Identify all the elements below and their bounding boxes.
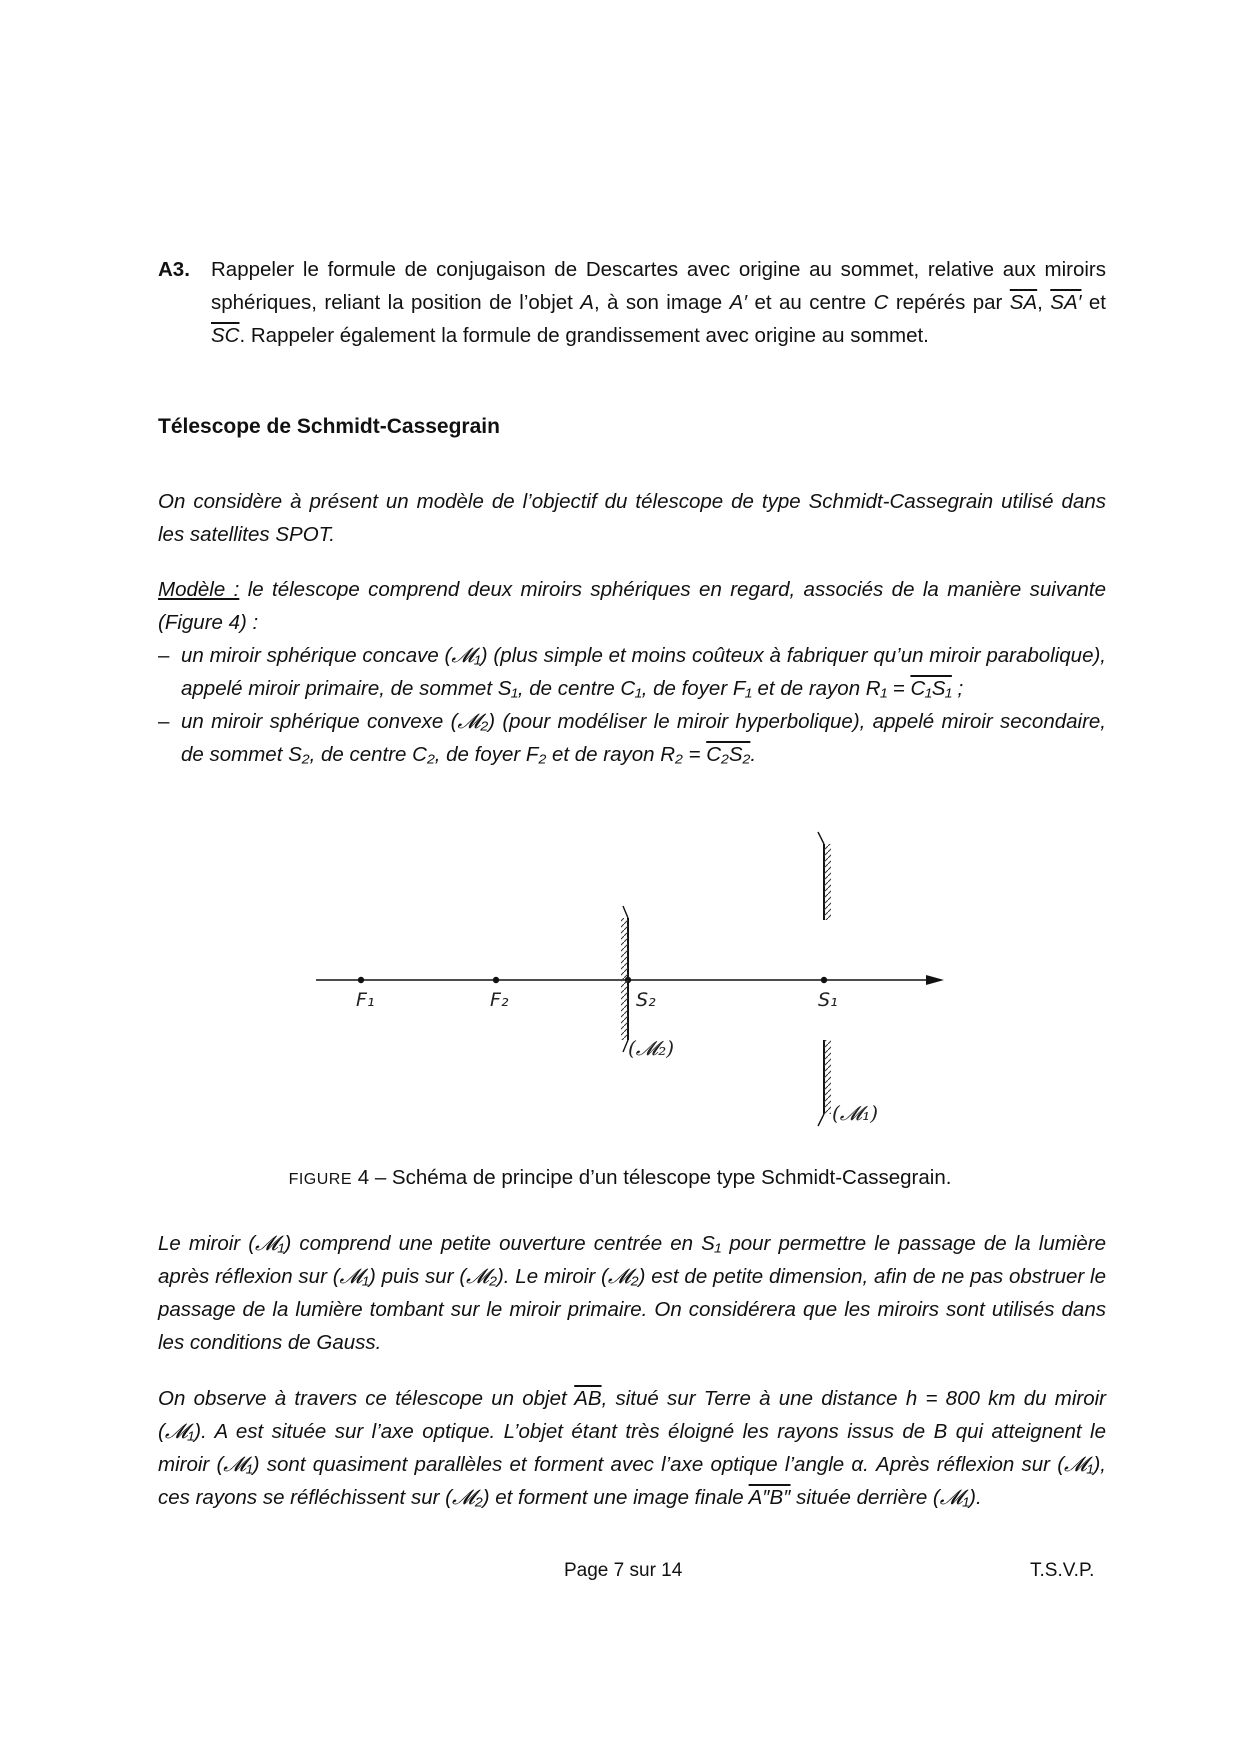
figure-caption: FIGURE 4 – Schéma de principe d’un télescope type Schmidt-Cassegrain. bbox=[288, 1166, 952, 1189]
model-label: Modèle : bbox=[158, 578, 240, 601]
intro-paragraph: On considère à présent un modèle de l’objectif du télescope de type Schmidt-Cassegrain utilisé dans les satellites SPOT. bbox=[158, 490, 1106, 546]
page-number: Page 7 sur 14 bbox=[564, 1560, 683, 1581]
label-f2: F₂ bbox=[490, 989, 509, 1011]
vector-ab: $\overline{AB}$ bbox=[574, 1387, 602, 1410]
vector-sc: $\overline{SC}$ bbox=[211, 324, 240, 347]
label-s2: S₂ bbox=[636, 989, 656, 1011]
vector-sa: $\overline{SA}$ bbox=[1009, 291, 1038, 314]
distance-h: h = 800 km bbox=[905, 1387, 1016, 1410]
section-title: Télescope de Schmidt-Cassegrain bbox=[158, 415, 500, 438]
list-item: – un miroir sphérique concave (𝓜₁) (plus simple et moins coûteux à fabriquer qu’un miroir parabolique), appelé miroir primaire, de sommet S₁, de centre C₁, de foyer F₁ et de rayon R₁ = C₁S₁ ; bbox=[158, 644, 1106, 700]
point-f1 bbox=[358, 977, 364, 983]
label-m2: (𝓜₂) bbox=[628, 1036, 675, 1060]
model-paragraph: Modèle : le télescope comprend deux miroirs sphériques en regard, associés de la manière suivante (Figure 4) : – un miroir sphérique concave (𝓜₁) (plus simple et moins coûteux à fabriquer qu’un miroir parabolique), appelé miroir primaire, de sommet S₁, de centre C₁, de foyer F₁ et de rayon R₁ = C₁S₁ ; – un miroir sphérique convexe (𝓜₂) (pour modéliser le miroir hyperbolique), appelé miroir secondaire, de sommet S₂, de centre C₂, de foyer F₂ et de rayon R₂ = C₂S₂. bbox=[158, 573, 1106, 771]
label-f1: F₁ bbox=[356, 989, 375, 1011]
question-number: A3. bbox=[158, 258, 190, 281]
paragraph-mirror-opening: Le miroir (𝓜₁) comprend une petite ouverture centrée en S₁ pour permettre le passage de la lumière après réflexion sur (𝓜₁) puis sur (𝓜₂). Le miroir (𝓜₂) est de petite dimension, afin de ne pas obstruer le passage de la lumière tombant sur le miroir primaire. On considérera que les miroirs sont utilisés dans les conditions de Gauss. bbox=[158, 1232, 1106, 1354]
question-text: Rappeler le formule de conjugaison de Descartes avec origine au sommet, relative aux miroirs sphériques, reliant la position de l’objet A, à son image A′ et au centre C repérés par $\overline{SA}$, SA′ et $\overline{SC}$. Rappeler également la formule de grandissement avec origine au sommet. bbox=[211, 258, 1106, 347]
axis-arrow-icon bbox=[926, 975, 944, 985]
tsvp-note: T.S.V.P. bbox=[1030, 1560, 1095, 1581]
list-item: – un miroir sphérique convexe (𝓜₂) (pour modéliser le miroir hyperbolique), appelé miroir secondaire, de sommet S₂, de centre C₂, de foyer F₂ et de rayon R₂ = C₂S₂. bbox=[158, 710, 1106, 766]
vector-a2b2: A″B″ bbox=[748, 1486, 791, 1509]
paragraph-observation: On observe à travers ce télescope un objet $\overline{AB}$, situé sur Terre à une distance h = 800 km du miroir (𝓜₁). A est située sur l’axe optique. L’objet étant très éloigné les rayons issus de B qui atteignent le miroir (𝓜₁) sont quasiment parallèles et forment avec l’axe optique l’angle α. Après réflexion sur (𝓜₁), ces rayons se réfléchissent sur (𝓜₂) et forment une image finale A″B″ située derrière (𝓜₁). bbox=[158, 1387, 1106, 1509]
point-s1 bbox=[821, 977, 827, 983]
label-s1: S₁ bbox=[818, 989, 838, 1011]
mirror-m2 bbox=[621, 906, 628, 1052]
radius-r1: C₁S₁ bbox=[910, 677, 952, 700]
label-m1: (𝓜₁) bbox=[832, 1101, 879, 1125]
point-f2 bbox=[493, 977, 499, 983]
radius-r2: C₂S₂ bbox=[706, 743, 751, 766]
vector-sa-prime: SA′ bbox=[1050, 291, 1082, 314]
